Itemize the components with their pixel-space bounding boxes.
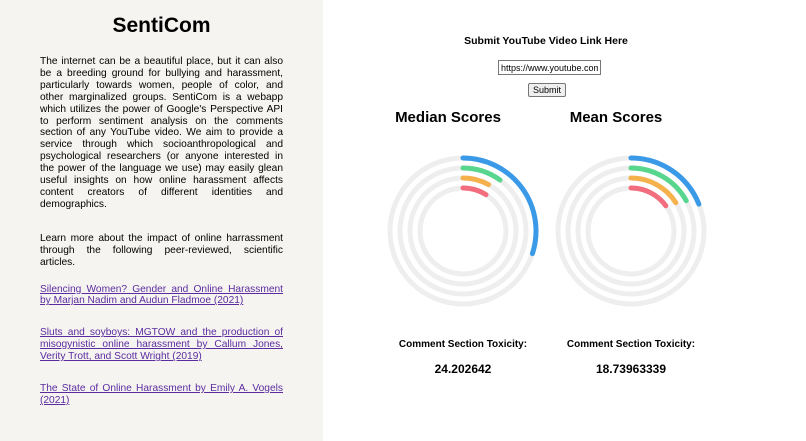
median-toxicity-label: Comment Section Toxicity: bbox=[398, 339, 528, 350]
intro-paragraph: The internet can be a beautiful place, but it can also be a breeding ground for bullying and harassment, particularly towards women, people of color, and other marginalized groups. SentiCom is a webapp which utilizes the power of Google's Perspective API to perform sentiment analysis on the comments section of any YouTube video. We aim to provide a service through which socioanthropological and psychological researchers (or anyone interested in the power of the language we use) may easily glean useful insights on how online harassment affects content creators of different identities and demographics. bbox=[40, 56, 283, 210]
median-scores-title: Median Scores bbox=[395, 109, 501, 126]
article-link-state-of-online-harassment[interactable]: The State of Online Harassment by Emily A. Vogels (2021) bbox=[40, 383, 283, 406]
mean-toxicity-label: Comment Section Toxicity: bbox=[566, 339, 696, 350]
mean-scores-radial-chart bbox=[554, 154, 708, 308]
learn-more-paragraph: Learn more about the impact of online harrassment through the following peer-reviewed, scientific articles. bbox=[40, 232, 283, 268]
mean-ring-4-value-arc bbox=[631, 188, 666, 206]
median-ring-4-track bbox=[420, 188, 506, 274]
youtube-url-input[interactable] bbox=[498, 60, 601, 75]
median-ring-3-track bbox=[410, 178, 516, 284]
main-panel bbox=[323, 0, 806, 441]
median-ring-4-value-arc bbox=[463, 188, 486, 195]
median-toxicity-value: 24.202642 bbox=[434, 362, 492, 376]
app-title: SentiCom bbox=[112, 14, 211, 37]
sidebar bbox=[0, 0, 323, 441]
median-scores-radial-chart bbox=[386, 154, 540, 308]
article-link-sluts-and-soyboys[interactable]: Sluts and soyboys: MGTOW and the production of misogynistic online harassment by Callum Jones, Verity Trott, and Scott Wright (2019) bbox=[40, 327, 283, 363]
mean-toxicity-value: 18.73963339 bbox=[595, 362, 667, 376]
submit-form-title: Submit YouTube Video Link Here bbox=[464, 35, 628, 47]
mean-scores-title: Mean Scores bbox=[569, 109, 663, 126]
submit-button[interactable]: Submit bbox=[528, 83, 566, 97]
median-ring-3-value-arc bbox=[463, 178, 489, 185]
article-link-silencing-women[interactable]: Silencing Women? Gender and Online Harassment by Marjan Nadim and Audun Fladmoe (2021) bbox=[40, 283, 283, 307]
